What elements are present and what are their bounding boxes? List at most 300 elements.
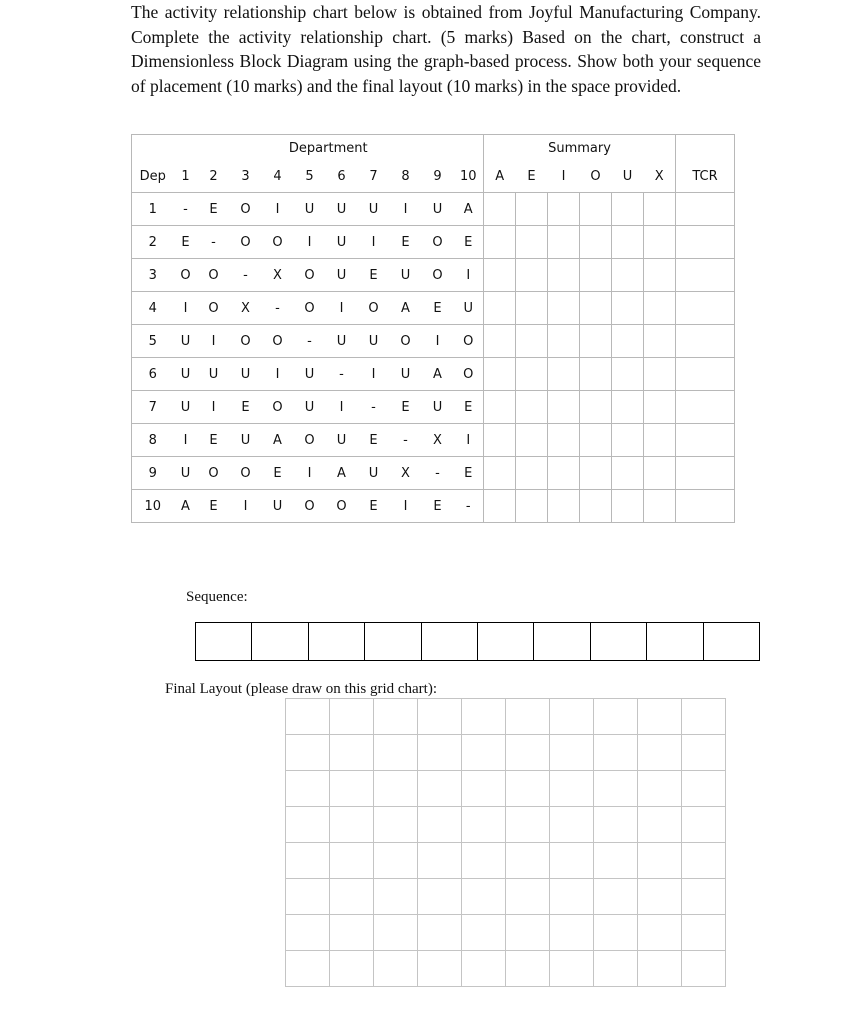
- summary-cell[interactable]: [644, 193, 676, 226]
- relationship-cell: A: [262, 424, 294, 457]
- relationship-cell: U: [358, 325, 390, 358]
- summary-cell[interactable]: [484, 193, 516, 226]
- summary-cell[interactable]: [644, 226, 676, 259]
- grid-cell[interactable]: [374, 735, 418, 771]
- grid-cell[interactable]: [506, 735, 550, 771]
- summary-cell[interactable]: [548, 457, 580, 490]
- summary-col-header: X: [644, 162, 676, 193]
- grid-cell[interactable]: [506, 771, 550, 807]
- summary-cell[interactable]: [548, 259, 580, 292]
- department-header: Department: [174, 135, 484, 162]
- grid-cell[interactable]: [330, 807, 374, 843]
- grid-cell[interactable]: [330, 915, 374, 951]
- relationship-cell: I: [262, 193, 294, 226]
- summary-cell[interactable]: [644, 358, 676, 391]
- grid-cell[interactable]: [462, 879, 506, 915]
- summary-cell[interactable]: [612, 193, 644, 226]
- summary-cell[interactable]: [580, 457, 612, 490]
- relationship-cell: U: [230, 424, 262, 457]
- sequence-box[interactable]: [422, 623, 478, 660]
- grid-cell[interactable]: [506, 879, 550, 915]
- sequence-box[interactable]: [534, 623, 590, 660]
- relationship-cell: U: [390, 358, 422, 391]
- summary-cell[interactable]: [484, 358, 516, 391]
- relationship-cell: U: [294, 391, 326, 424]
- summary-cell[interactable]: [548, 358, 580, 391]
- grid-cell[interactable]: [682, 843, 726, 879]
- relationship-cell: O: [358, 292, 390, 325]
- grid-cell[interactable]: [418, 843, 462, 879]
- grid-cell[interactable]: [330, 879, 374, 915]
- relationship-cell: O: [454, 358, 484, 391]
- grid-cell[interactable]: [682, 879, 726, 915]
- summary-cell[interactable]: [484, 292, 516, 325]
- relationship-cell: O: [174, 259, 198, 292]
- relationship-cell: O: [230, 325, 262, 358]
- summary-col-header: E: [516, 162, 548, 193]
- grid-cell[interactable]: [462, 699, 506, 735]
- chart-row: [132, 226, 735, 259]
- relationship-cell: O: [294, 424, 326, 457]
- relationship-cell: -: [198, 226, 230, 259]
- relationship-cell: U: [294, 358, 326, 391]
- relationship-cell: O: [198, 457, 230, 490]
- relationship-cell: O: [326, 490, 358, 523]
- summary-cell[interactable]: [612, 424, 644, 457]
- grid-cell[interactable]: [286, 915, 330, 951]
- summary-cell[interactable]: [548, 226, 580, 259]
- grid-cell[interactable]: [374, 699, 418, 735]
- relationship-cell: E: [390, 226, 422, 259]
- summary-cell[interactable]: [612, 490, 644, 523]
- tcr-cell[interactable]: [676, 193, 735, 226]
- chart-row: [132, 292, 735, 325]
- relationship-cell: -: [262, 292, 294, 325]
- relationship-cell: O: [294, 292, 326, 325]
- grid-cell[interactable]: [286, 699, 330, 735]
- relationship-cell: A: [422, 358, 454, 391]
- grid-cell[interactable]: [682, 807, 726, 843]
- summary-cell[interactable]: [580, 424, 612, 457]
- relationship-cell: A: [174, 490, 198, 523]
- relationship-cell: U: [262, 490, 294, 523]
- relationship-cell: U: [326, 193, 358, 226]
- relationship-cell: E: [454, 391, 484, 424]
- relationship-cell: O: [230, 226, 262, 259]
- relationship-cell: E: [198, 490, 230, 523]
- relationship-cell: I: [230, 490, 262, 523]
- grid-cell[interactable]: [638, 879, 682, 915]
- grid-cell[interactable]: [638, 807, 682, 843]
- summary-cell[interactable]: [612, 292, 644, 325]
- relationship-cell: I: [358, 226, 390, 259]
- summary-cell[interactable]: [548, 490, 580, 523]
- relationship-cell: O: [262, 325, 294, 358]
- tcr-cell[interactable]: [676, 457, 735, 490]
- summary-cell[interactable]: [484, 259, 516, 292]
- grid-cell[interactable]: [550, 771, 594, 807]
- final-layout-label: Final Layout (please draw on this grid chart):: [165, 681, 438, 697]
- dept-col-header: 4: [262, 162, 294, 193]
- relationship-cell: I: [174, 424, 198, 457]
- relationship-cell: O: [294, 490, 326, 523]
- summary-col-header: U: [612, 162, 644, 193]
- dept-col-header: 7: [358, 162, 390, 193]
- relationship-cell: U: [358, 457, 390, 490]
- grid-cell[interactable]: [682, 915, 726, 951]
- dep-label: 3: [132, 259, 174, 292]
- tcr-cell[interactable]: [676, 259, 735, 292]
- grid-cell[interactable]: [638, 951, 682, 987]
- grid-cell[interactable]: [330, 771, 374, 807]
- summary-cell[interactable]: [644, 424, 676, 457]
- grid-cell[interactable]: [550, 807, 594, 843]
- summary-cell[interactable]: [516, 226, 548, 259]
- summary-cell[interactable]: [644, 292, 676, 325]
- sequence-box[interactable]: [591, 623, 647, 660]
- summary-header: Summary: [484, 135, 676, 162]
- grid-cell[interactable]: [286, 843, 330, 879]
- grid-cell[interactable]: [418, 699, 462, 735]
- relationship-cell: U: [174, 391, 198, 424]
- relationship-cell: I: [262, 358, 294, 391]
- grid-cell[interactable]: [594, 699, 638, 735]
- tcr-cell[interactable]: [676, 490, 735, 523]
- relationship-cell: U: [174, 325, 198, 358]
- sequence-box[interactable]: [647, 623, 703, 660]
- relationship-cell: I: [390, 193, 422, 226]
- grid-cell[interactable]: [594, 771, 638, 807]
- tcr-cell[interactable]: [676, 424, 735, 457]
- relationship-cell: E: [358, 259, 390, 292]
- sequence-box[interactable]: [196, 623, 252, 660]
- grid-cell[interactable]: [682, 735, 726, 771]
- grid-cell[interactable]: [418, 807, 462, 843]
- relationship-cell: I: [326, 292, 358, 325]
- relationship-cell: O: [198, 292, 230, 325]
- grid-cell[interactable]: [330, 735, 374, 771]
- grid-cell[interactable]: [374, 915, 418, 951]
- summary-cell[interactable]: [580, 358, 612, 391]
- relationship-cell: E: [454, 457, 484, 490]
- summary-cell[interactable]: [516, 490, 548, 523]
- summary-cell[interactable]: [516, 193, 548, 226]
- grid-cell[interactable]: [550, 879, 594, 915]
- summary-cell[interactable]: [484, 490, 516, 523]
- summary-cell[interactable]: [548, 424, 580, 457]
- relationship-cell: X: [390, 457, 422, 490]
- summary-cell[interactable]: [484, 457, 516, 490]
- relationship-cell: U: [326, 424, 358, 457]
- relationship-cell: U: [326, 325, 358, 358]
- summary-cell[interactable]: [580, 193, 612, 226]
- relationship-cell: I: [198, 391, 230, 424]
- tcr-cell[interactable]: [676, 391, 735, 424]
- sequence-box[interactable]: [365, 623, 421, 660]
- relationship-cell: I: [326, 391, 358, 424]
- tcr-cell[interactable]: [676, 292, 735, 325]
- relationship-cell: U: [390, 259, 422, 292]
- relationship-cell: -: [390, 424, 422, 457]
- relationship-cell: I: [454, 424, 484, 457]
- relationship-cell: O: [230, 457, 262, 490]
- grid-cell[interactable]: [638, 843, 682, 879]
- grid-cell[interactable]: [374, 807, 418, 843]
- grid-cell[interactable]: [286, 771, 330, 807]
- summary-cell[interactable]: [580, 292, 612, 325]
- grid-cell[interactable]: [374, 879, 418, 915]
- summary-cell[interactable]: [612, 325, 644, 358]
- relationship-cell: U: [198, 358, 230, 391]
- grid-cell[interactable]: [462, 735, 506, 771]
- summary-cell[interactable]: [484, 325, 516, 358]
- grid-cell[interactable]: [374, 771, 418, 807]
- summary-cell[interactable]: [580, 259, 612, 292]
- relationship-cell: E: [422, 292, 454, 325]
- dept-col-header: 8: [390, 162, 422, 193]
- relationship-cell: U: [358, 193, 390, 226]
- summary-cell[interactable]: [516, 391, 548, 424]
- dept-col-header: 1: [174, 162, 198, 193]
- relationship-cell: A: [454, 193, 484, 226]
- summary-cell[interactable]: [516, 292, 548, 325]
- chart-row: [132, 358, 735, 391]
- summary-cell[interactable]: [548, 292, 580, 325]
- grid-cell[interactable]: [506, 951, 550, 987]
- summary-cell[interactable]: [612, 457, 644, 490]
- sequence-box[interactable]: [309, 623, 365, 660]
- grid-cell[interactable]: [286, 735, 330, 771]
- grid-cell[interactable]: [462, 771, 506, 807]
- grid-cell[interactable]: [594, 735, 638, 771]
- relationship-cell: U: [422, 391, 454, 424]
- relationship-cell: X: [422, 424, 454, 457]
- summary-cell[interactable]: [580, 490, 612, 523]
- grid-cell[interactable]: [594, 915, 638, 951]
- grid-cell[interactable]: [550, 843, 594, 879]
- summary-cell[interactable]: [644, 325, 676, 358]
- chart-row: [132, 457, 735, 490]
- grid-cell[interactable]: [330, 843, 374, 879]
- tcr-cell[interactable]: [676, 358, 735, 391]
- dep-label: 5: [132, 325, 174, 358]
- grid-cell[interactable]: [506, 699, 550, 735]
- relationship-cell: E: [454, 226, 484, 259]
- summary-cell[interactable]: [484, 424, 516, 457]
- dept-col-header: 3: [230, 162, 262, 193]
- final-layout-grid: [285, 698, 726, 987]
- grid-cell[interactable]: [418, 951, 462, 987]
- relationship-cell: -: [174, 193, 198, 226]
- grid-cell[interactable]: [418, 879, 462, 915]
- relationship-cell: I: [454, 259, 484, 292]
- relationship-cell: O: [422, 226, 454, 259]
- dep-label: 8: [132, 424, 174, 457]
- activity-relationship-chart: [131, 134, 735, 523]
- relationship-cell: -: [454, 490, 484, 523]
- relationship-cell: U: [174, 358, 198, 391]
- grid-cell[interactable]: [506, 915, 550, 951]
- relationship-cell: O: [422, 259, 454, 292]
- grid-cell[interactable]: [550, 951, 594, 987]
- summary-cell[interactable]: [580, 391, 612, 424]
- sequence-label: Sequence:: [186, 589, 248, 605]
- grid-cell[interactable]: [682, 951, 726, 987]
- dept-col-header: 6: [326, 162, 358, 193]
- relationship-cell: -: [422, 457, 454, 490]
- tcr-cell[interactable]: [676, 226, 735, 259]
- grid-cell[interactable]: [594, 843, 638, 879]
- sequence-boxes: [195, 622, 760, 661]
- relationship-cell: O: [198, 259, 230, 292]
- relationship-cell: -: [326, 358, 358, 391]
- summary-cell[interactable]: [548, 391, 580, 424]
- summary-col-header: A: [484, 162, 516, 193]
- summary-col-header: O: [580, 162, 612, 193]
- dept-col-header: 5: [294, 162, 326, 193]
- chart-row: [132, 259, 735, 292]
- grid-cell[interactable]: [462, 843, 506, 879]
- summary-cell[interactable]: [484, 391, 516, 424]
- sequence-box[interactable]: [252, 623, 308, 660]
- relationship-cell: A: [390, 292, 422, 325]
- tcr-header: TCR: [676, 162, 735, 193]
- summary-cell[interactable]: [580, 226, 612, 259]
- grid-cell[interactable]: [682, 771, 726, 807]
- dep-label: 9: [132, 457, 174, 490]
- relationship-cell: I: [294, 457, 326, 490]
- summary-cell[interactable]: [612, 391, 644, 424]
- dept-col-header: 2: [198, 162, 230, 193]
- summary-cell[interactable]: [516, 358, 548, 391]
- grid-cell[interactable]: [462, 951, 506, 987]
- relationship-cell: U: [230, 358, 262, 391]
- relationship-cell: I: [294, 226, 326, 259]
- relationship-cell: U: [454, 292, 484, 325]
- grid-cell[interactable]: [418, 915, 462, 951]
- relationship-cell: E: [198, 193, 230, 226]
- grid-cell[interactable]: [594, 951, 638, 987]
- grid-cell[interactable]: [506, 807, 550, 843]
- grid-cell[interactable]: [682, 699, 726, 735]
- summary-cell[interactable]: [612, 259, 644, 292]
- grid-cell[interactable]: [638, 735, 682, 771]
- grid-cell[interactable]: [638, 915, 682, 951]
- grid-cell[interactable]: [330, 699, 374, 735]
- relationship-cell: I: [198, 325, 230, 358]
- relationship-cell: U: [422, 193, 454, 226]
- grid-cell[interactable]: [286, 807, 330, 843]
- relationship-cell: U: [326, 226, 358, 259]
- dep-label: 4: [132, 292, 174, 325]
- dep-label: 1: [132, 193, 174, 226]
- relationship-cell: E: [174, 226, 198, 259]
- grid-cell[interactable]: [506, 843, 550, 879]
- tcr-cell[interactable]: [676, 325, 735, 358]
- relationship-cell: -: [358, 391, 390, 424]
- relationship-cell: I: [358, 358, 390, 391]
- grid-cell[interactable]: [594, 879, 638, 915]
- relationship-cell: A: [326, 457, 358, 490]
- dept-col-header: 10: [454, 162, 484, 193]
- relationship-cell: O: [294, 259, 326, 292]
- summary-cell[interactable]: [612, 358, 644, 391]
- summary-cell[interactable]: [644, 490, 676, 523]
- chart-row: [132, 325, 735, 358]
- summary-cell[interactable]: [548, 325, 580, 358]
- relationship-cell: E: [358, 424, 390, 457]
- chart-row: [132, 490, 735, 523]
- relationship-cell: E: [358, 490, 390, 523]
- chart-row: [132, 424, 735, 457]
- grid-cell[interactable]: [374, 951, 418, 987]
- relationship-cell: E: [198, 424, 230, 457]
- relationship-cell: E: [262, 457, 294, 490]
- relationship-cell: O: [262, 391, 294, 424]
- grid-cell[interactable]: [418, 771, 462, 807]
- problem-text: The activity relationship chart below is obtained from Joyful Manufacturing Company. Complete the activity relationship chart. (5 marks) Based on the chart, construct a Dimensionless Block Diagram using the graph-based process. Show both your sequence of placement (10 marks) and the final layout (10 marks) in the space provided.: [131, 2, 761, 96]
- relationship-cell: E: [390, 391, 422, 424]
- relationship-cell: X: [230, 292, 262, 325]
- summary-col-header: I: [548, 162, 580, 193]
- grid-cell[interactable]: [286, 879, 330, 915]
- chart-row: [132, 193, 735, 226]
- grid-cell[interactable]: [462, 915, 506, 951]
- sequence-box[interactable]: [704, 623, 759, 660]
- grid-cell[interactable]: [286, 951, 330, 987]
- grid-cell[interactable]: [550, 699, 594, 735]
- relationship-cell: E: [422, 490, 454, 523]
- grid-cell[interactable]: [462, 807, 506, 843]
- grid-cell[interactable]: [550, 915, 594, 951]
- summary-cell[interactable]: [516, 259, 548, 292]
- grid-cell[interactable]: [638, 699, 682, 735]
- summary-cell[interactable]: [612, 226, 644, 259]
- summary-cell[interactable]: [516, 424, 548, 457]
- grid-cell[interactable]: [418, 735, 462, 771]
- relationship-cell: E: [230, 391, 262, 424]
- chart-row: [132, 391, 735, 424]
- grid-cell[interactable]: [550, 735, 594, 771]
- summary-cell[interactable]: [484, 226, 516, 259]
- relationship-cell: O: [230, 193, 262, 226]
- relationship-cell: -: [230, 259, 262, 292]
- summary-cell[interactable]: [580, 325, 612, 358]
- summary-cell[interactable]: [644, 457, 676, 490]
- summary-cell[interactable]: [516, 457, 548, 490]
- grid-cell[interactable]: [330, 951, 374, 987]
- summary-cell[interactable]: [548, 193, 580, 226]
- sequence-box[interactable]: [478, 623, 534, 660]
- summary-cell[interactable]: [516, 325, 548, 358]
- relationship-cell: U: [326, 259, 358, 292]
- summary-cell[interactable]: [644, 391, 676, 424]
- relationship-cell: I: [422, 325, 454, 358]
- dept-col-header: 9: [422, 162, 454, 193]
- grid-cell[interactable]: [594, 807, 638, 843]
- grid-cell[interactable]: [638, 771, 682, 807]
- relationship-cell: O: [262, 226, 294, 259]
- summary-cell[interactable]: [644, 259, 676, 292]
- relationship-cell: -: [294, 325, 326, 358]
- relationship-cell: U: [294, 193, 326, 226]
- dep-label: 2: [132, 226, 174, 259]
- relationship-cell: O: [454, 325, 484, 358]
- dep-label: 7: [132, 391, 174, 424]
- problem-statement: [131, 0, 761, 98]
- grid-cell[interactable]: [374, 843, 418, 879]
- relationship-cell: X: [262, 259, 294, 292]
